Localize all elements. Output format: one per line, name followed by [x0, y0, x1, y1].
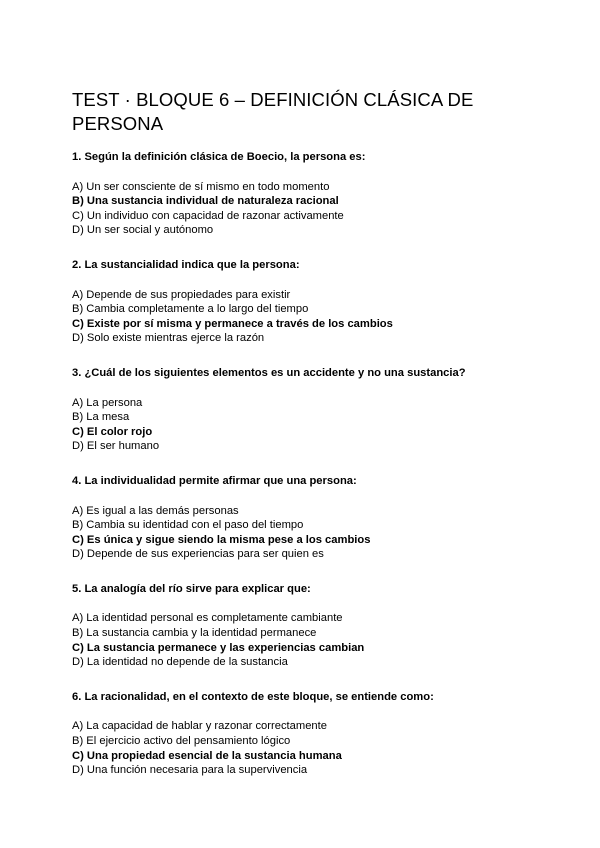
question-text: 2. La sustancialidad indica que la persona: [72, 258, 300, 271]
option-a: A) La capacidad de hablar y razonar correctamente [72, 720, 327, 733]
option-d: D) Solo existe mientras ejerce la razón [72, 332, 265, 345]
option-list [72, 288, 542, 346]
option-a: A) Un ser consciente de sí mismo en todo momento [72, 180, 330, 193]
option-list [72, 396, 542, 454]
option-list [72, 504, 542, 562]
question-6 [72, 690, 542, 778]
option-b: B) Cambia su identidad con el paso del tiempo [72, 519, 304, 532]
option-list [72, 180, 542, 238]
option-c-correct: C) El color rojo [72, 425, 153, 438]
option-b: B) El ejercicio activo del pensamiento lógico [72, 735, 291, 748]
option-d: D) Un ser social y autónomo [72, 224, 214, 237]
option-list [72, 719, 542, 777]
option-list [72, 611, 542, 669]
document-title: TEST · BLOQUE 6 – DEFINICIÓN CLÁSICA DE PERSONA [72, 89, 474, 134]
option-d: D) Una función necesaria para la supervivencia [72, 764, 308, 777]
option-b: B) La sustancia cambia y la identidad permanece [72, 627, 317, 640]
option-d: D) El ser humano [72, 440, 160, 453]
option-a: A) La persona [72, 396, 143, 409]
option-c-correct: C) Existe por sí misma y permanece a través de los cambios [72, 317, 393, 330]
question-text: 1. Según la definición clásica de Boecio, la persona es: [72, 151, 366, 163]
option-a: A) La identidad personal es completamente cambiante [72, 612, 343, 625]
option-b-correct: B) Una sustancia individual de naturaleza racional [72, 195, 339, 208]
option-c: C) Un individuo con capacidad de razonar activamente [72, 209, 344, 222]
question-1 [72, 150, 542, 238]
question-3 [72, 366, 542, 454]
option-c-correct: C) Es única y sigue siendo la misma pese a los cambios [72, 533, 371, 546]
option-b: B) Cambia completamente a lo largo del tiempo [72, 303, 309, 316]
option-d: D) Depende de sus experiencias para ser quien es [72, 548, 324, 561]
question-text: 3. ¿Cuál de los siguientes elementos es un accidente y no una sustancia? [72, 366, 466, 379]
question-text: 4. La individualidad permite afirmar que una persona: [72, 474, 357, 487]
option-a: A) Depende de sus propiedades para existir [72, 288, 291, 301]
option-c-correct: C) La sustancia permanece y las experiencias cambian [72, 641, 365, 654]
document-page [72, 88, 542, 798]
option-c-correct: C) Una propiedad esencial de la sustancia humana [72, 749, 342, 762]
option-a: A) Es igual a las demás personas [72, 504, 239, 517]
option-d: D) La identidad no depende de la sustancia [72, 656, 288, 669]
question-2 [72, 258, 542, 346]
question-4 [72, 474, 542, 562]
question-5 [72, 582, 542, 670]
question-text: 6. La racionalidad, en el contexto de este bloque, se entiende como: [72, 690, 434, 703]
option-b: B) La mesa [72, 411, 130, 424]
question-text: 5. La analogía del río sirve para explicar que: [72, 582, 311, 595]
